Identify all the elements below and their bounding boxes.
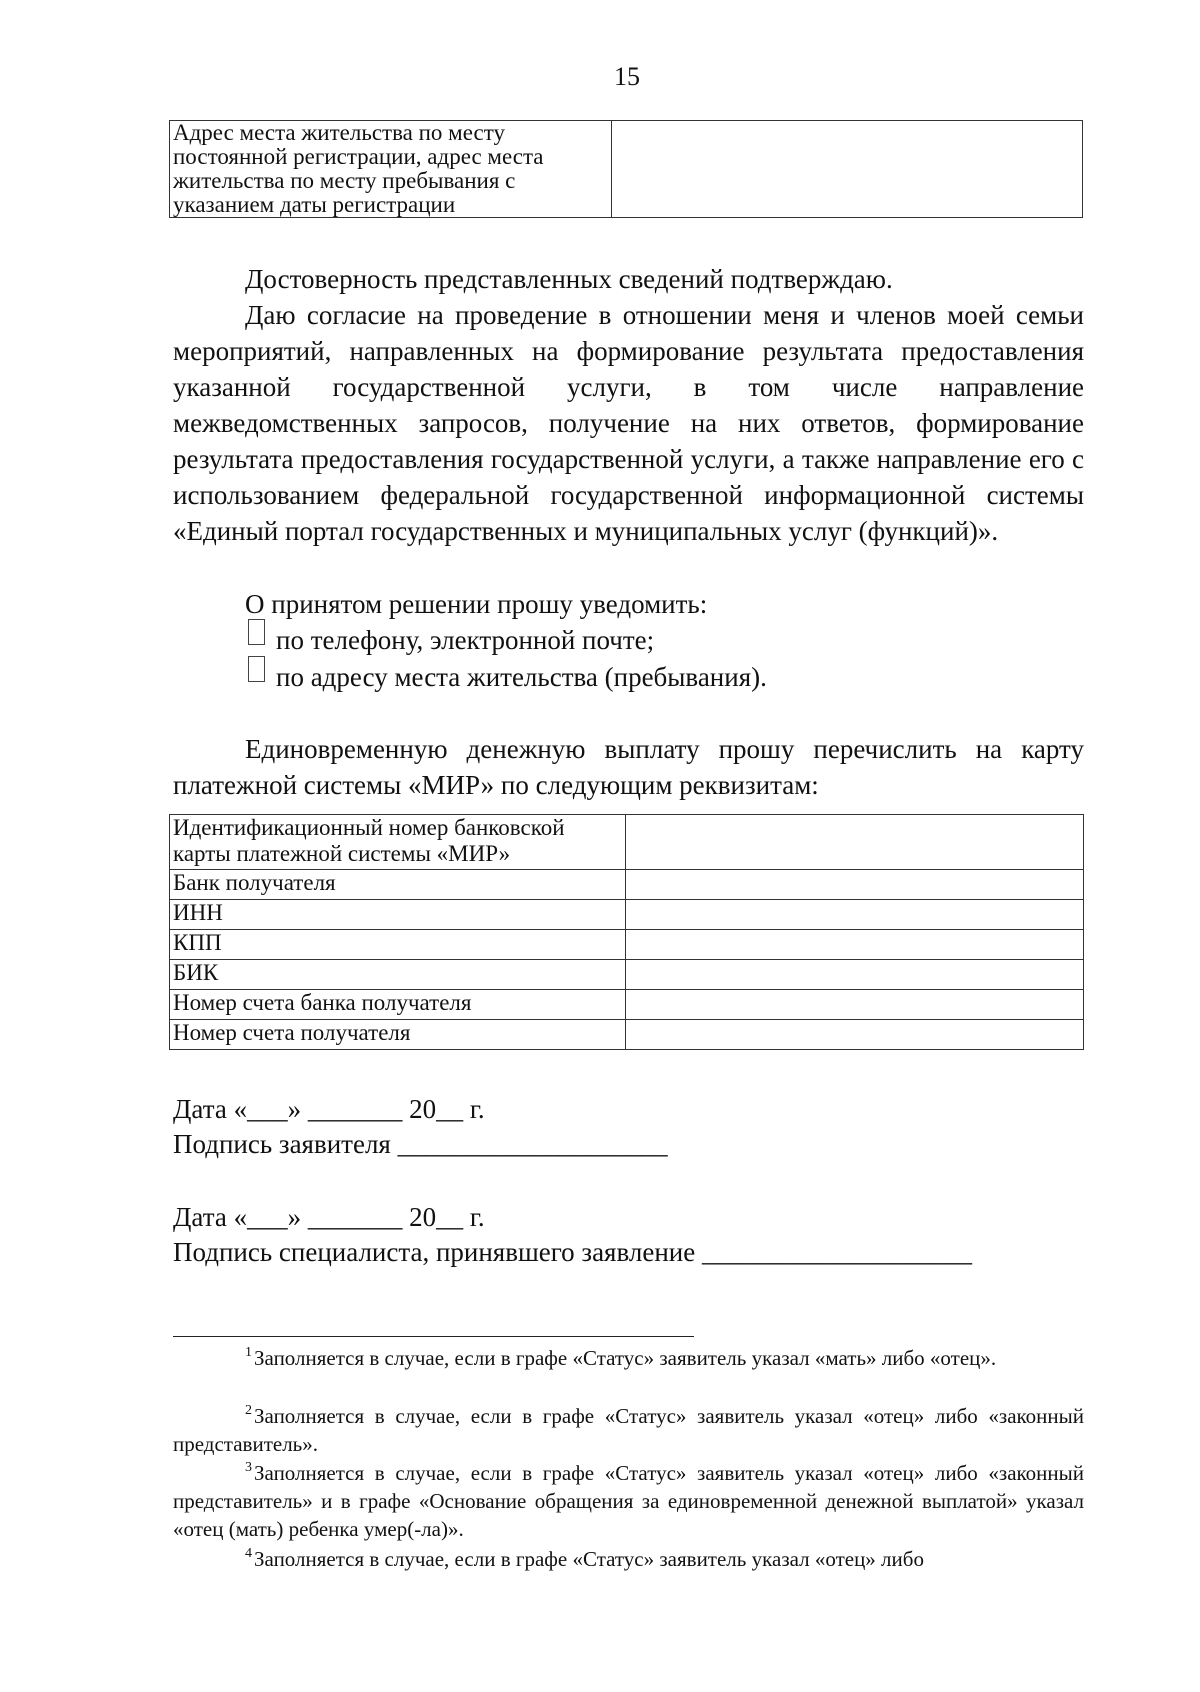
bank-account-field[interactable] (626, 990, 1084, 1020)
footnote-mark: 1 (245, 1345, 252, 1360)
footnote-text: Заполняется в случае, если в графе «Статус» заявитель указал «отец» либо (254, 1547, 924, 1571)
table-row (170, 900, 1084, 930)
footnote (173, 1397, 1084, 1458)
applicant-signature-line[interactable]: Подпись заявителя ____________________ (173, 1129, 668, 1159)
footnote-mark: 4 (245, 1546, 252, 1561)
footnote-text: Заполняется в случае, если в графе «Статус» заявитель указал «отец» либо «законный представитель». (173, 1404, 1084, 1456)
specialist-date-line[interactable]: Дата «___» _______ 20__ г. (173, 1202, 485, 1232)
address-table (169, 120, 1083, 218)
notify-address-checkbox[interactable] (248, 656, 265, 682)
consent-statement: Даю согласие на проведение в отношении меня и членов моей семьи мероприятий, направленных на формирование результата предоставления указанной государственной услуги, в том числе направление межведомственных запросов, получение на них ответов, формирование результата предоставления государственной услуги, а также направление его с использованием федеральной государственной информационной системы «Единый портал государственных и муниципальных услуг (функций)». (173, 300, 1084, 546)
confirmation-statement: Достоверность представленных сведений подтверждаю. (245, 264, 893, 294)
bank-details-table (169, 814, 1084, 1050)
bik-field[interactable] (626, 960, 1084, 990)
footnote-text: Заполняется в случае, если в графе «Статус» заявитель указал «отец» либо «законный представитель» и в графе «Основание обращения за единовременной денежной выплатой» указал «отец (мать) ребенка умер(-ла)». (173, 1461, 1084, 1541)
address-label: Адрес места жительства по месту постоянной регистрации, адрес места жительства по месту пребывания с указанием даты регистрации (170, 121, 612, 218)
table-row (170, 1020, 1084, 1050)
inn-field[interactable] (626, 900, 1084, 930)
footnote-mark: 2 (245, 1403, 252, 1418)
table-row (170, 870, 1084, 900)
bank-name-field[interactable] (626, 870, 1084, 900)
address-value-field[interactable] (612, 121, 1083, 218)
table-row (170, 990, 1084, 1020)
table-row (170, 815, 1084, 870)
bank-name-label: Банк получателя (170, 870, 626, 900)
card-number-label: Идентификационный номер банковской карты платежной системы «МИР» (170, 815, 626, 870)
kpp-field[interactable] (626, 930, 1084, 960)
notify-title: О принятом решении прошу уведомить: (245, 589, 708, 619)
applicant-date-line[interactable]: Дата «___» _______ 20__ г. (173, 1094, 485, 1124)
footnote-text: Заполняется в случае, если в графе «Статус» заявитель указал «мать» либо «отец». (254, 1346, 997, 1370)
card-number-field[interactable] (626, 815, 1084, 870)
table-row (170, 960, 1084, 990)
recipient-account-label: Номер счета получателя (170, 1020, 626, 1050)
inn-label: ИНН (170, 900, 626, 930)
bik-label: БИК (170, 960, 626, 990)
payment-statement: Единовременную денежную выплату прошу перечислить на карту платежной системы «МИР» по следующим реквизитам: (173, 734, 1084, 800)
footnote (173, 1454, 1084, 1543)
bank-account-label: Номер счета банка получателя (170, 990, 626, 1020)
table-row (170, 930, 1084, 960)
footnote-mark: 3 (245, 1460, 252, 1475)
page-number: 15 (614, 62, 640, 91)
kpp-label: КПП (170, 930, 626, 960)
table-row (170, 121, 1083, 218)
notify-phone-checkbox[interactable] (248, 619, 265, 645)
specialist-signature-line[interactable]: Подпись специалиста, принявшего заявление ____________________ (173, 1237, 972, 1267)
notify-address-label: по адресу места жительства (пребывания). (276, 662, 767, 692)
notify-phone-label: по телефону, электронной почте; (276, 625, 655, 655)
footnote (173, 1339, 1084, 1372)
footnote-divider (173, 1336, 694, 1337)
footnote (173, 1540, 1084, 1573)
recipient-account-field[interactable] (626, 1020, 1084, 1050)
